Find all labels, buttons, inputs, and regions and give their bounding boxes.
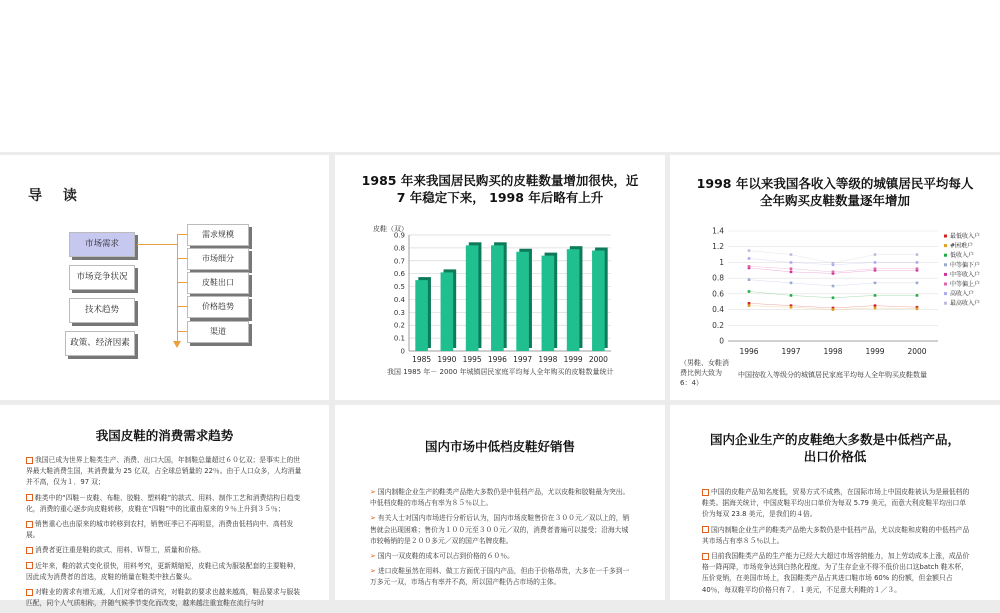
bar-chart	[335, 223, 665, 373]
connector-vertical	[177, 234, 178, 342]
paragraph-text: 鞋类中的“四鞋－皮鞋、布鞋、胶鞋、塑料鞋”的款式、用料、制作工艺和消费结构日趋变化，消费的重心逐步向皮鞋转移，皮鞋在“四鞋”中的比重由原来的９％上升到３５％；	[26, 493, 301, 513]
x-tick-label: 1990	[437, 355, 457, 364]
legend-marker	[944, 292, 947, 295]
x-tick-label: 1995	[462, 355, 482, 364]
data-point	[748, 290, 751, 293]
y-tick-label: 0.9	[393, 231, 405, 240]
bullet-arrow-icon: ➢	[370, 552, 376, 561]
paragraph	[702, 551, 972, 596]
x-tick-label: 1997	[781, 347, 801, 356]
data-point	[790, 282, 793, 285]
paragraph-text: 有关人士对国内市场进行分析后认为，国内市场皮鞋售价在３００元／双以上的，销售就会出现困难；售价为１００元至３００元／双的，消费者普遍可以接受；沿海大城市较畅销的是２００多元／双的国产名牌皮鞋。	[370, 514, 630, 545]
slide-mid-low-market[interactable]	[335, 405, 665, 600]
box-policy-economy[interactable]: 政策、经济因素	[65, 331, 135, 356]
legend-marker	[944, 283, 947, 286]
data-point	[916, 282, 919, 285]
data-point	[748, 249, 751, 252]
bar	[491, 245, 504, 351]
paragraph	[26, 493, 304, 515]
y-tick-label: 0.6	[393, 270, 405, 279]
bullet-square-icon	[702, 553, 709, 560]
data-point	[790, 253, 793, 256]
data-point	[916, 261, 919, 264]
paragraph-text: 消费者更注重是鞋的款式、用料、Ｗ帮工，质量和价格。	[35, 546, 205, 555]
slide-export-price[interactable]	[670, 405, 1000, 600]
title-line: 出口价格低	[803, 449, 867, 464]
legend-label: 中等偏下户	[950, 261, 981, 269]
data-point	[874, 261, 877, 264]
slide-purchase-trend[interactable]	[335, 155, 665, 400]
paragraph	[370, 551, 632, 562]
bar	[592, 250, 605, 351]
legend-label: 高收入户	[950, 290, 975, 298]
paragraph	[370, 513, 632, 547]
title-line: 7 年稳定下来， 1998 年后略有上升	[396, 190, 604, 205]
paragraph-text: 国内制鞋企业生产的鞋类产品绝大多数仍是中低档产品，尤以皮鞋和皮鞋的中低档产品其市场占有率８５％以上。	[702, 525, 970, 545]
series-line	[749, 251, 917, 264]
box-competition[interactable]: 市场竞争状况	[69, 265, 135, 290]
legend-label: 最高收入户	[950, 300, 981, 308]
chart-caption: 我国 1985 年－ 2000 年城镇居民家庭平均每人全年购买的皮鞋数量统计	[387, 368, 614, 376]
box-leather-export[interactable]: 皮鞋出口	[187, 272, 249, 294]
y-tick-label: 0.2	[393, 321, 405, 330]
bullet-arrow-icon: ➢	[370, 567, 376, 576]
x-tick-label: 1997	[513, 355, 533, 364]
legend-marker	[944, 263, 947, 266]
data-point	[874, 304, 877, 307]
data-point	[832, 296, 835, 299]
data-point	[790, 271, 793, 274]
bullet-square-icon	[702, 489, 709, 496]
y-tick-label: 0.2	[712, 320, 724, 330]
arrow-down-icon	[173, 341, 181, 348]
y-tick-label: 0.4	[712, 305, 724, 315]
connector-tick	[177, 282, 187, 283]
chart-caption: 中国按收入等级分的城镇居民家庭平均每人全年购买皮鞋数量	[738, 371, 927, 379]
data-point	[748, 265, 751, 268]
blank-top-area	[0, 0, 1000, 152]
x-tick-label: 1999	[563, 355, 583, 364]
y-tick-label: 1.4	[712, 226, 724, 236]
connector-line	[137, 244, 177, 245]
x-tick-label: 1996	[487, 355, 507, 364]
data-point	[748, 257, 751, 260]
data-point	[748, 302, 751, 305]
x-tick-label: 1985	[412, 355, 432, 364]
data-point	[832, 271, 835, 274]
data-point	[916, 307, 919, 310]
slide-consumption-trend[interactable]	[0, 405, 329, 608]
legend-label: #困难户	[950, 242, 974, 250]
x-tick-label: 1999	[865, 347, 885, 356]
data-point	[832, 308, 835, 311]
data-point	[790, 294, 793, 297]
paragraph-list	[370, 487, 632, 593]
data-point	[916, 294, 919, 297]
paragraph-text: 中国的皮鞋产品知名度低，贸易方式不成熟，在国际市场上中国皮鞋被认为是最低档的鞋类。据海关统计，中国皮鞋平均出口单价为每双 5.79 美元，而意大利皮鞋平均出口单价为每双 23.8 美元，是我们的４倍。	[702, 488, 970, 519]
y-tick-label: 0.8	[712, 273, 724, 283]
paragraph	[370, 566, 632, 588]
box-demand-scale[interactable]: 需求规模	[187, 224, 249, 246]
data-point	[790, 261, 793, 264]
paragraph-text: 国内一双皮鞋的成本可以占到价格的６０％。	[377, 552, 514, 561]
title-line: 全年购买皮鞋数量逐年增加	[759, 193, 910, 208]
paragraph-text: 我国已成为世界上鞋类生产、消费、出口大国，年制鞋总量超过６０亿双；是事实上的世界最大鞋消费生国，其消费量为 25 亿双，占全球总销量的 22％。由于人口众多，人均消量并不高，仅为１．97 双；	[26, 456, 302, 487]
bullet-square-icon	[26, 521, 33, 528]
paragraph-text: 销售重心也由原来的城市转移到农村，销售旺季已不再明显，消费由低档向中、高档发展。	[26, 520, 294, 540]
x-tick-label: 1998	[823, 347, 843, 356]
paragraph-text: 近年来，鞋的款式变化很快，用料考究，更新期缩短，皮鞋已成为服装配套的主要鞋种，因此成为消费者的首选，皮鞋的销量在鞋类中独占鳌头。	[26, 561, 301, 581]
connector-tick	[177, 306, 187, 307]
data-point	[748, 304, 751, 307]
legend-label: 最低收入户	[950, 233, 981, 240]
x-tick-label: 1996	[739, 347, 759, 356]
box-price-trend[interactable]: 价格趋势	[187, 296, 249, 318]
bullet-square-icon	[26, 589, 33, 596]
y-tick-label: 1	[719, 257, 724, 267]
x-tick-label: 1998	[538, 355, 558, 364]
paragraph	[702, 487, 972, 521]
bullet-square-icon	[702, 526, 709, 533]
data-point	[790, 267, 793, 270]
paragraph	[26, 587, 304, 609]
slide-income-levels[interactable]	[670, 155, 1000, 400]
legend-label: 中等收入户	[950, 271, 981, 279]
legend-marker	[944, 273, 947, 276]
bar	[441, 272, 454, 351]
box-channel[interactable]: 渠道	[187, 321, 249, 343]
slide-title: 国内市场中低档皮鞋好销售	[424, 439, 575, 454]
connector-tick	[177, 258, 187, 259]
data-point	[916, 267, 919, 270]
connector-tick	[177, 331, 187, 332]
bar	[567, 249, 580, 351]
data-point	[874, 294, 877, 297]
x-tick-label: 2000	[907, 347, 927, 356]
bullet-square-icon	[26, 562, 33, 569]
slide-guide[interactable]	[0, 155, 329, 400]
data-point	[874, 267, 877, 270]
paragraph-text: 进口皮鞋虽然在用料、做工方面优于国内产品，但由于价格昂贵，大多在一千多到一万多元一双，市场占有率并不高，所以国产鞋仍占市场的主体。	[370, 567, 630, 587]
legend-marker	[944, 302, 947, 305]
title-line: 国内企业生产的皮鞋绝大多数是中低档产品，	[709, 432, 960, 447]
y-tick-label: 0.5	[393, 283, 405, 292]
data-point	[874, 253, 877, 256]
y-tick-label: 0.1	[393, 334, 405, 343]
slide-title	[343, 172, 657, 206]
title-line: 1985 年来我国居民购买的皮鞋数量增加很快，近	[361, 173, 639, 188]
y-tick-label: 0.7	[393, 257, 405, 266]
data-point	[748, 278, 751, 281]
bullet-square-icon	[26, 494, 33, 501]
legend-marker	[944, 244, 947, 247]
legend-marker	[944, 254, 947, 257]
bar	[542, 256, 555, 351]
gender-ratio-note: （男鞋、女鞋消费比例大致为 6：4）	[680, 359, 729, 387]
data-point	[790, 306, 793, 309]
paragraph	[26, 455, 304, 489]
paragraph	[26, 561, 304, 583]
y-tick-label: 0.8	[393, 244, 405, 253]
data-point	[832, 262, 835, 265]
bullet-square-icon	[26, 457, 33, 464]
bullet-arrow-icon: ➢	[370, 488, 376, 496]
paragraph-text: 目前我国鞋类产品的生产能力已经大大超过市场容纳能力，加上劳动成本上涨，成品价格一降再降，市场竞争达到白热化程度。为了生存企业不得不低价出口这batch 鞋木杯，压价竞销，在美国市场上，我国鞋类产品占其进口鞋市场 60% 的份额，但金额只占 40％，每双鞋平均价格只有７．１美元，不足意大利鞋的１／３。	[702, 552, 970, 594]
box-market-segment[interactable]: 市场细分	[187, 248, 249, 270]
slide-title: 我国皮鞋的消费需求趋势	[95, 428, 234, 443]
paragraph-text: 国内制鞋企业生产的鞋类产品绝大多数仍是中低档产品，尤以皮鞋和胶鞋最为突出。中低档皮鞋的市场占有率为８５％以上。	[370, 488, 630, 508]
box-market-demand[interactable]: 市场需求	[69, 232, 135, 257]
box-tech-trend[interactable]: 技术趋势	[69, 298, 135, 323]
connector-tick	[177, 234, 187, 235]
bullet-square-icon	[26, 547, 33, 554]
title-line: 1998 年以来我国各收入等级的城镇居民平均每人	[696, 176, 974, 191]
legend-marker	[944, 235, 947, 238]
legend-label: 低收入户	[950, 252, 975, 260]
x-tick-label: 2000	[588, 355, 608, 364]
paragraph-list	[702, 487, 972, 600]
paragraph-list	[26, 455, 304, 613]
scatter-chart	[670, 223, 1000, 363]
data-point	[832, 285, 835, 288]
paragraph	[26, 519, 304, 541]
paragraph	[370, 487, 632, 509]
paragraph	[702, 525, 972, 547]
y-tick-label: 0.4	[393, 295, 405, 304]
y-axis-label: 皮鞋（双）	[373, 225, 408, 233]
legend-label: 中等偏上户	[950, 281, 981, 288]
y-tick-label: 1.2	[712, 242, 724, 252]
data-point	[916, 253, 919, 256]
bar	[415, 280, 428, 351]
slide-title	[678, 431, 992, 465]
slide-title	[678, 175, 992, 209]
guide-title: 导 读	[28, 188, 85, 204]
paragraph	[26, 545, 304, 556]
data-point	[874, 282, 877, 285]
bar	[466, 245, 479, 351]
bullet-arrow-icon: ➢	[370, 514, 376, 523]
y-tick-label: 0.6	[712, 289, 724, 299]
y-tick-label: 0.3	[393, 308, 405, 317]
data-point	[874, 307, 877, 310]
bar	[516, 252, 529, 351]
y-tick-label: 0	[400, 347, 405, 356]
y-tick-label: 0	[719, 336, 724, 346]
paragraph-text: 对鞋业的需求有增无减，人们对穿着的讲究，对鞋款的要求也越来越高，鞋品要求与服装匹配，同个人气质相称，并随气候季节变化而改变，越来越注重宜鞋在流行与时	[26, 588, 301, 608]
